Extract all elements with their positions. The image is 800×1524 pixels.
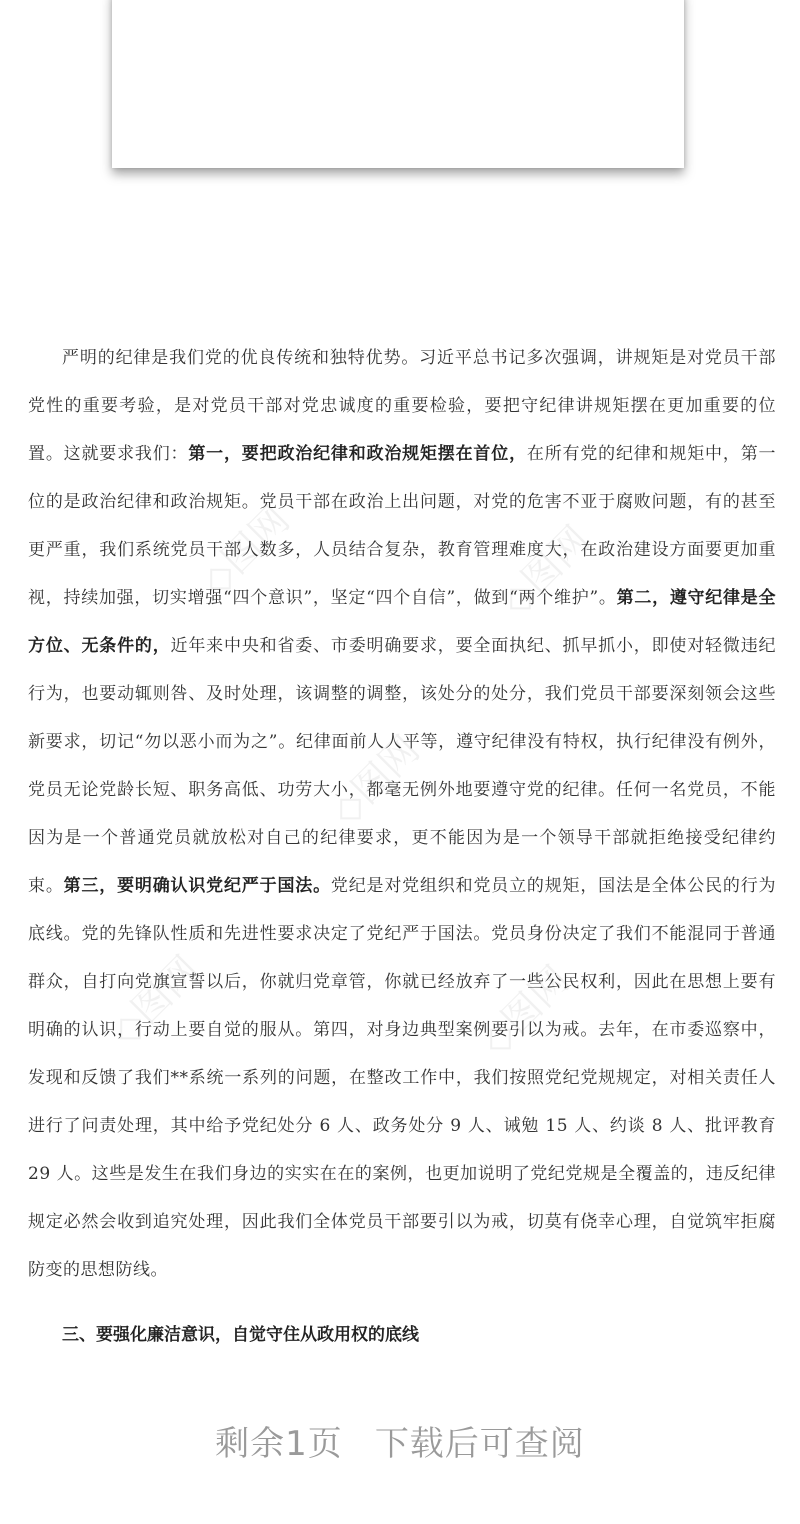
watermark: ◇图网 (192, 497, 298, 603)
remaining-pages-label: 剩余1页 (215, 1424, 343, 1464)
bold-point-3: 第三，要明确认识党纪严于国法。 (63, 876, 331, 896)
download-to-view-label: 下载后可查阅 (374, 1424, 585, 1464)
bold-point-1: 第一，要把政治纪律和政治规矩摆在首位， (188, 444, 527, 464)
watermark: ◇图网 (322, 727, 428, 833)
watermark: ◇图网 (492, 517, 598, 623)
watermark: ◇图网 (472, 957, 578, 1063)
section-heading: 三、要强化廉洁意识，自觉守住从政用权的底线 (62, 1325, 419, 1345)
body-paragraph: 严明的纪律是我们党的优良传统和独特优势。习近平总书记多次强调，讲规矩是对党员干部党性的重要考验，是对党员干部对党忠诚度的重要检验，要把守纪律讲规矩摆在更加重要的位置。这就要求我们：第一，要把政治纪律和政治规矩摆在首位，在所有党的纪律和规矩中，第一位的是政治纪律和政治规矩。党员干部在政治上出问题，对党的危害不亚于腐败问题，有的甚至更严重，我们系统党员干部人数多，人员结合复杂，教育管理难度大，在政治建设方面要更加重视，持续加强，切实增强“四个意识”，坚定“四个自信”，做到“两个维护”。第二，遵守纪律是全方位、无条件的，近年来中央和省委、市委明确要求，要全面执纪、抓早抓小，即使对轻微违纪行为，也要动辄则咎、及时处理，该调整的调整，该处分的处分，我们党员干部要深刻领会这些新要求，切记“勿以恶小而为之”。纪律面前人人平等，遵守纪律没有特权，执行纪律没有例外，党员无论党龄长短、职务高低、功劳大小，都毫无例外地要遵守党的纪律。任何一名党员，不能因为是一个普通党员就放松对自己的纪律要求，更不能因为是一个领导干部就拒绝接受纪律约束。第三，要明确认识党纪严于国法。党纪是对党组织和党员立的规矩，国法是全体公民的行为底线。党的先锋队性质和先进性要求决定了党纪严于国法。党员身份决定了我们不能混同于普通群众，自打向党旗宣誓以后，你就归党章管，你就已经放弃了一些公民权利，因此在思想上要有明确的认识，行动上要自觉的服从。第四，对身边典型案例要引以为戒。去年，在市委巡察中，发现和反馈了我们**系统一系列的问题，在整改工作中，我们按照党纪党规规定，对相关责任人进行了问责处理，其中给予党纪处分 6 人、政务处分 9 人、诫勉 15 人、约谈 8 人、批评教育 29 人。这些是发生在我们身边的实实在在的案例，也更加说明了党纪党规是全覆盖的，违反纪律规定必然会收到追究处理，因此我们全体党员干部要引以为戒，切莫有侥幸心理，自觉筑牢拒腐防变的思想防线。 (28, 348, 777, 1280)
download-prompt[interactable] (0, 1416, 800, 1465)
previous-page-card (112, 0, 684, 168)
watermark: ◇图网 (102, 947, 208, 1053)
document-body (28, 334, 776, 1359)
bold-point-2: 第二，遵守纪律是全方位、无条件的， (28, 588, 776, 656)
